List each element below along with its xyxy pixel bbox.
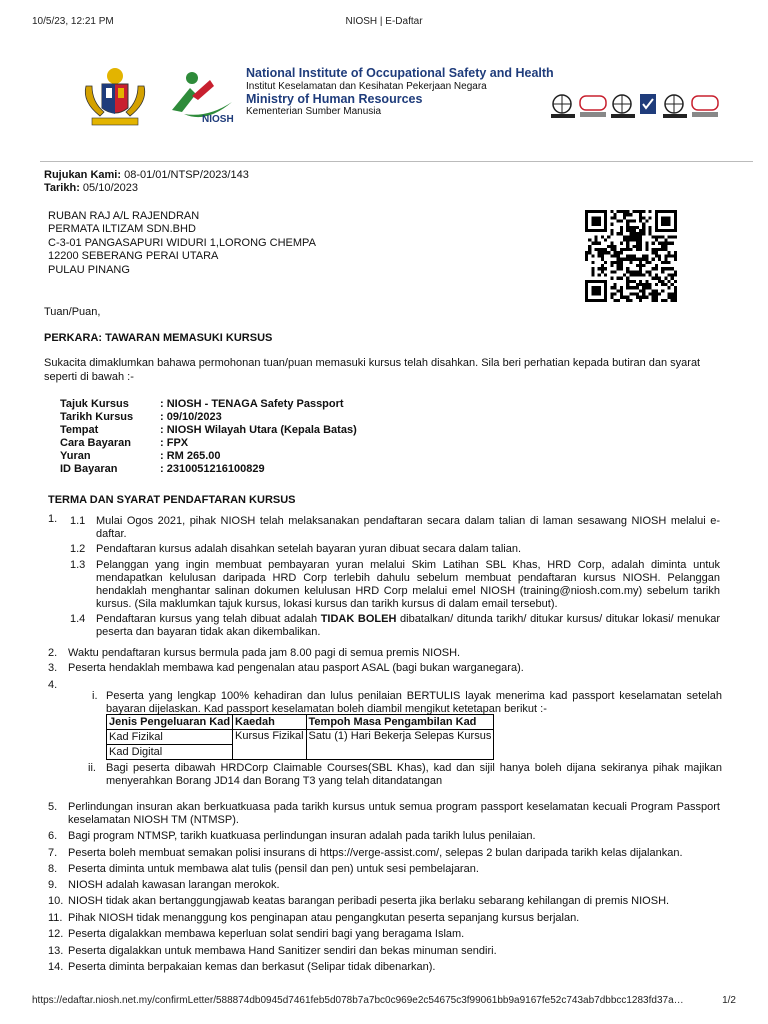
org-name-en: National Institute of Occupational Safety and Health [246, 66, 554, 80]
malaysia-crest-icon [80, 66, 150, 128]
address-line: C-3-01 PANGASAPURI WIDURI 1,LORONG CHEMPA [48, 236, 316, 249]
course-details [60, 398, 357, 475]
list-item: 2. Waktu pendaftaran kursus bermula pada jam 8.00 pagi di semua premis NIOSH. [48, 647, 461, 659]
subject-line: PERKARA: TAWARAN MEMASUKI KURSUS [44, 332, 273, 344]
address-line: 12200 SEBERANG PERAI UTARA [48, 250, 219, 263]
detail-row: Yuran : RM 265.00 [60, 449, 221, 462]
list-item: 8. Peserta diminta untuk membawa alat tulis (pensil dan pen) untuk sesi pembelajaran. [48, 863, 479, 875]
terms-title: TERMA DAN SYARAT PENDAFTARAN KURSUS [48, 494, 296, 506]
list-item: 3. Peserta hendaklah membawa kad pengenalan atau pasport ASAL (bagi bukan warganegara). [48, 662, 524, 674]
address-line: RUBAN RAJ A/L RAJENDRAN [48, 210, 200, 222]
salutation: Tuan/Puan, [44, 306, 101, 318]
tarikh-label: Tarikh: [44, 182, 80, 194]
ministry-en: Ministry of Human Resources [246, 92, 423, 106]
list-item: 5. Perlindungan insuran akan berkuatkuasa pada tarikh kursus untuk semua program passport keselamatan kecuali Program Passport keselamatan NIOSH TM (NTMSP). [48, 801, 720, 826]
list-item: ii. Bagi peserta dibawah HRDCorp Claimable Courses(SBL Khas), kad dan sijil hanya boleh dijana sekiranya pihak majikan menyerahkan Borang JD14 dan Borang T3 yang telah ditandatangan [88, 762, 722, 787]
table-header: Kaedah [233, 715, 306, 730]
divider [40, 161, 753, 162]
intro-paragraph: Sukacita dimaklumkan bahawa permohonan tuan/puan memasuki kursus telah disahkan. Sila beri perhatian kepada butiran dan syarat seperti di bawah :- [44, 357, 701, 383]
reference-block [44, 169, 249, 195]
certification-badges-icon [550, 92, 720, 120]
item-number: 1. [48, 513, 58, 525]
detail-row: Tarikh Kursus : 09/10/2023 [60, 410, 222, 423]
list-item: 1.2 Pendaftaran kursus adalah disahkan setelah bayaran yuran dibuat secara dalam talian. [70, 543, 521, 555]
table-cell: Kursus Fizikal [233, 730, 306, 760]
list-item: 6. Bagi program NTMSP, tarikh kuatkuasa perlindungan insuran adalah pada tarikh lulus penilaian. [48, 830, 536, 842]
list-item: 1.4 Pendaftaran kursus yang telah dibuat adalah TIDAK BOLEH dibatalkan/ ditunda tarikh/ ditukar kursus/ ditukar lokasi/ menukar peserta dan bayaran tidak akan dikembalikan. [70, 613, 720, 638]
list-item: i. Peserta yang lengkap 100% kehadiran dan lulus penilaian BERTULIS layak menerima kad passport keselamatan setelah bayaran dijelaskan. Kad passport keselamatan boleh diambil mengikut ketetapan berikut :- [92, 690, 722, 715]
address-line: PERMATA ILTIZAM SDN.BHD [48, 223, 196, 236]
print-datetime: 10/5/23, 12:21 PM [32, 16, 114, 27]
list-item: 13. Peserta digalakkan untuk membawa Hand Sanitizer sendiri dan bekas minuman sendiri. [48, 945, 497, 957]
ministry-my: Kementerian Sumber Manusia [246, 106, 382, 117]
list-item: 14. Peserta diminta berpakaian kemas dan berkasut (Selipar tidak dibenarkan). [48, 961, 436, 973]
print-title: NIOSH | E-Daftar [345, 16, 423, 27]
list-item: 7. Peserta boleh membuat semakan polisi insurans di https://verge-assist.com/, selepas 2 bulan daripada tarikh kelas dijalankan. [48, 847, 683, 859]
qr-code-icon [584, 210, 678, 302]
table-cell: Satu (1) Hari Bekerja Selepas Kursus [306, 730, 494, 760]
page-url[interactable]: https://edaftar.niosh.net.my/confirmLetter/588874db0945d7461feb5d078b7a7bc0c969e2c54675c3f99061bb9a9167fe52c743ab7dbbcc1283fd37a… [32, 995, 684, 1006]
table-header: Tempoh Masa Pengambilan Kad [306, 715, 494, 730]
table-cell: Kad Fizikal [107, 730, 233, 745]
rujukan-label: Rujukan Kami: [44, 169, 122, 181]
detail-row: ID Bayaran : 2310051216100829 [60, 462, 265, 475]
table-header: Jenis Pengeluaran Kad [107, 715, 233, 730]
detail-row: Tajuk Kursus : NIOSH - TENAGA Safety Passport [60, 398, 344, 410]
table-header-row [107, 715, 494, 730]
table-row [107, 730, 494, 745]
recipient-address [48, 210, 316, 277]
list-item: 10. NIOSH tidak akan bertanggungjawab keatas barangan peribadi peserta jika berlaku sebarang kehilangan di premis NIOSH. [48, 895, 670, 907]
list-item: 1.3 Pelanggan yang ingin membuat pembayaran yuran melalui Skim Latihan SBL Khas, HRD Corp, adalah diminta untuk mendapatkan kelulusan daripada HRD Corp terlebih dahulu sebelum membuat pendaftaran kursus NIOSH. Pelanggan hendaklah menghantar salinan dokumen kelulusan HRD Corp melalui emel NIOSH (training@niosh.com.my) sebelum tarikh kursus. (Sila maklumkan tajuk kursus, lokasi kursus dan tarikh kursus di dalam email tersebut). [70, 559, 720, 610]
card-collection-table [106, 714, 494, 760]
tarikh-value: 05/10/2023 [82, 182, 138, 194]
letterhead [80, 62, 720, 142]
list-item: 11. Pihak NIOSH tidak menanggung kos penginapan atau pengangkutan peserta sepanjang kursus berjalan. [48, 912, 580, 924]
address-line: PULAU PINANG [48, 263, 130, 276]
list-item: 1.1 Mulai Ogos 2021, pihak NIOSH telah melaksanakan pendaftaran secara dalam talian di laman sesawang NIOSH melalui e-daftar. [70, 515, 720, 540]
org-block [246, 66, 554, 117]
niosh-logo-text: NIOSH [202, 114, 234, 125]
detail-row: Cara Bayaran : FPX [60, 436, 189, 449]
detail-row: Tempat : NIOSH Wilayah Utara (Kepala Batas) [60, 423, 357, 436]
list-item: 12. Peserta digalakkan membawa keperluan solat sendiri bagi yang beragama Islam. [48, 928, 465, 940]
table-cell: Kad Digital [107, 745, 233, 760]
org-name-my: Institut Keselamatan dan Kesihatan Pekerjaan Negara [246, 81, 487, 92]
rujukan-value: 08-01/01/NTSP/2023/143 [124, 169, 249, 181]
niosh-logo-icon [162, 66, 238, 132]
page-number: 1/2 [722, 995, 736, 1006]
list-item: 9. NIOSH adalah kawasan larangan merokok. [48, 879, 280, 891]
